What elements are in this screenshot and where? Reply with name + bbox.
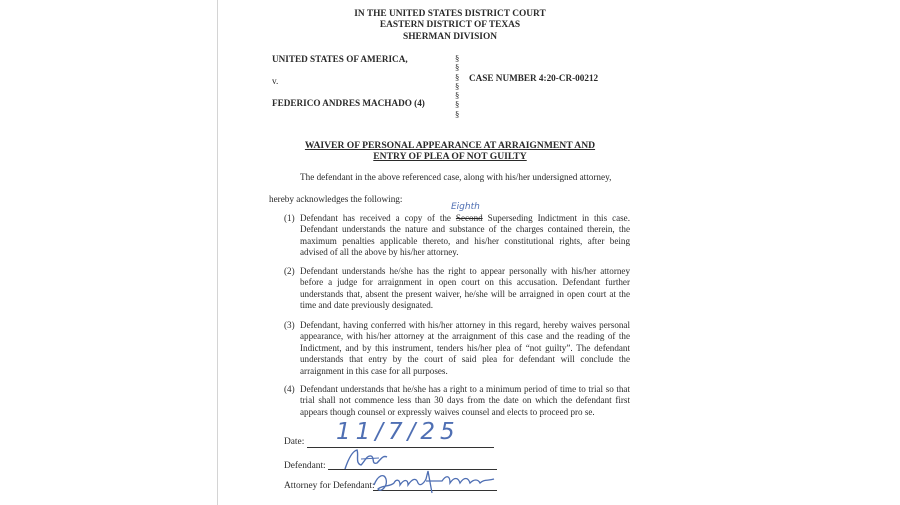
struck-word: Second	[455, 213, 483, 223]
court-division: SHERMAN DIVISION	[402, 31, 498, 42]
court-district: EASTERN DISTRICT OF TEXAS	[379, 20, 521, 31]
handwritten-date: 11/7/25	[336, 419, 460, 445]
paragraph-3	[284, 320, 630, 377]
intro-line-1: The defendant in the above referenced case, along with his/her undersigned attorney,	[300, 172, 612, 182]
paragraph-number: (1)	[284, 213, 295, 223]
title-line-1: WAIVER OF PERSONAL APPEARANCE AT ARRAIGNMENT AND	[304, 140, 596, 151]
section-mark: §	[455, 53, 460, 63]
court-name: IN THE UNITED STATES DISTRICT COURT	[354, 9, 546, 19]
paragraph-text: Defendant has received a copy of the	[300, 213, 456, 223]
defendant-label: Defendant:	[284, 461, 326, 471]
section-mark: §	[455, 99, 460, 110]
attorney-label: Attorney for Defendant:	[284, 481, 375, 491]
attorney-signature	[370, 467, 502, 499]
paragraph-number: (2)	[284, 266, 295, 276]
paragraph-text: Defendant, having conferred with his/her attorney in this regard, hereby waives personal appearance, with his/her attorney at the arraignment of this case and the reading of the Indictment, and by this instrument, tenders his/her plea of “not guilty”. The defendant understands that entry by the court of said plea for defendant will conclude the arraignment in this case for all purposes.	[300, 320, 630, 376]
paragraph-number: (3)	[284, 320, 295, 330]
intro-line-2: hereby acknowledges the following:	[269, 194, 403, 204]
section-mark: §	[455, 90, 460, 101]
paragraph-1	[284, 213, 630, 259]
caption-plaintiff: UNITED STATES OF AMERICA,	[272, 54, 408, 64]
paragraph-text: Superseding Indictment in this case. Defendant understands the nature and substance of the charges contained therein, the maximum penalties applicable thereto, and his/her constitutional rights, after being advised of all the above by his/her attorney.	[300, 213, 630, 258]
section-marks	[455, 54, 459, 119]
paragraph-2	[284, 266, 630, 312]
paragraph-text: Defendant understands he/she has the right to appear personally with his/her attorney before a judge for arraignment in open court on this accusation. Defendant further understands that, absent the present waiver, he/she will be arraigned in open court at the time and date previously designated.	[300, 266, 630, 311]
caption-defendant: FEDERICO ANDRES MACHADO (4)	[272, 98, 425, 108]
document-title	[280, 140, 620, 162]
title-line-2: ENTRY OF PLEA OF NOT GUILTY	[373, 151, 527, 162]
date-label: Date:	[284, 437, 305, 447]
court-heading	[300, 9, 600, 43]
caption-versus: v.	[272, 76, 279, 86]
section-mark: §	[455, 80, 460, 91]
section-mark: §	[455, 71, 460, 82]
paragraph-4	[284, 384, 630, 418]
section-mark: §	[455, 62, 460, 73]
paragraph-text: Defendant understands that he/she has a right to a minimum period of time to trial so that trial shall not commence less than 30 days from the date on which the defendant first appears though counsel or expressly waives counsel and elects to proceed pro se.	[300, 384, 630, 417]
handwritten-insert: Eighth	[451, 202, 480, 212]
case-number: CASE NUMBER 4:20-CR-00212	[469, 73, 599, 83]
section-mark: §	[455, 108, 460, 119]
paragraph-number: (4)	[284, 384, 295, 394]
